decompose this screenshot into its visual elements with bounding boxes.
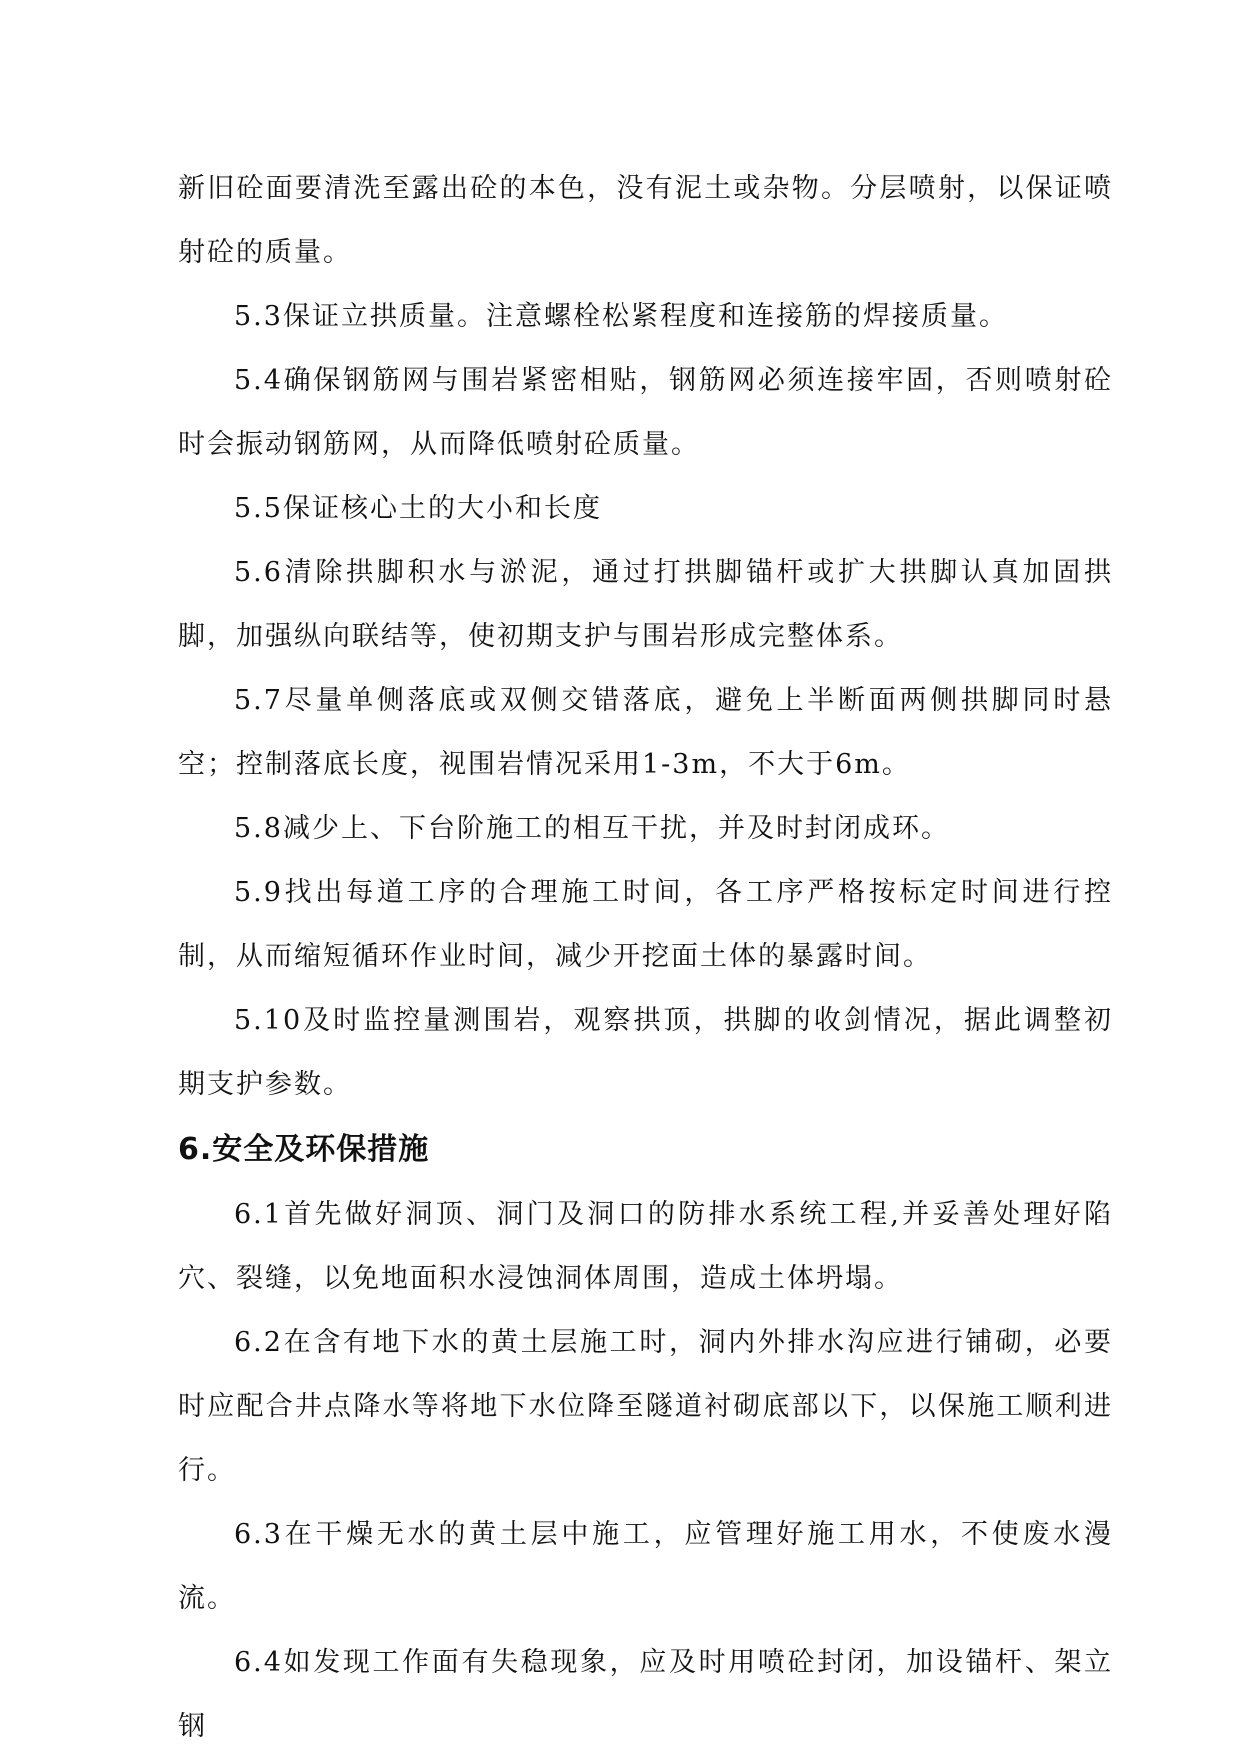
paragraph-5-5: 5.5保证核心土的大小和长度 (234, 493, 602, 524)
paragraph-5-6: 5.6清除拱脚积水与淤泥，通过打拱脚锚杆或扩大拱脚认真加固拱脚，加强纵向联结等，使初期支护与围岩形成完整体系。 (178, 557, 1113, 652)
paragraph-5-7: 5.7尽量单侧落底或双侧交错落底，避免上半断面两侧拱脚同时悬空；控制落底长度，视围岩情况采用1-3m，不大于6m。 (178, 685, 1113, 780)
paragraph-5-10: 5.10及时监控量测围岩，观察拱顶，拱脚的收剑情况，据此调整初期支护参数。 (178, 1005, 1113, 1100)
section-6-heading: 6.安全及环保措施 (178, 1132, 430, 1167)
paragraph-6-2: 6.2在含有地下水的黄土层施工时，洞内外排水沟应进行铺砌，必要时应配合井点降水等将地下水位降至隧道衬砌底部以下，以保施工顺利进行。 (178, 1327, 1113, 1486)
paragraph-6-1: 6.1首先做好洞顶、洞门及洞口的防排水系统工程,并妥善处理好陷穴、裂缝，以免地面积水浸蚀洞体周围，造成土体坍塌。 (178, 1199, 1113, 1294)
section-5-content (178, 157, 1113, 1117)
paragraph-5-8: 5.8减少上、下台阶施工的相互干扰，并及时封闭成环。 (234, 813, 950, 844)
section-6-content (178, 1183, 1113, 1759)
paragraph-5-9: 5.9找出每道工序的合理施工时间，各工序严格按标定时间进行控制，从而缩短循环作业时间，减少开挖面土体的暴露时间。 (178, 877, 1113, 972)
paragraph-6-3: 6.3在干燥无水的黄土层中施工，应管理好施工用水，不使废水漫流。 (178, 1519, 1113, 1614)
paragraph-cont: 新旧砼面要清洗至露出砼的本色，没有泥土或杂物。分层喷射，以保证喷射砼的质量。 (178, 173, 1113, 268)
document-page (178, 157, 1113, 1759)
paragraph-5-4: 5.4确保钢筋网与围岩紧密相贴，钢筋网必须连接牢固，否则喷射砼时会振动钢筋网，从而降低喷射砼质量。 (178, 365, 1113, 460)
paragraph-6-4: 6.4如发现工作面有失稳现象，应及时用喷砼封闭，加设锚杆、架立钢 (178, 1647, 1113, 1742)
paragraph-5-3: 5.3保证立拱质量。注意螺栓松紧程度和连接筋的焊接质量。 (234, 301, 1008, 332)
